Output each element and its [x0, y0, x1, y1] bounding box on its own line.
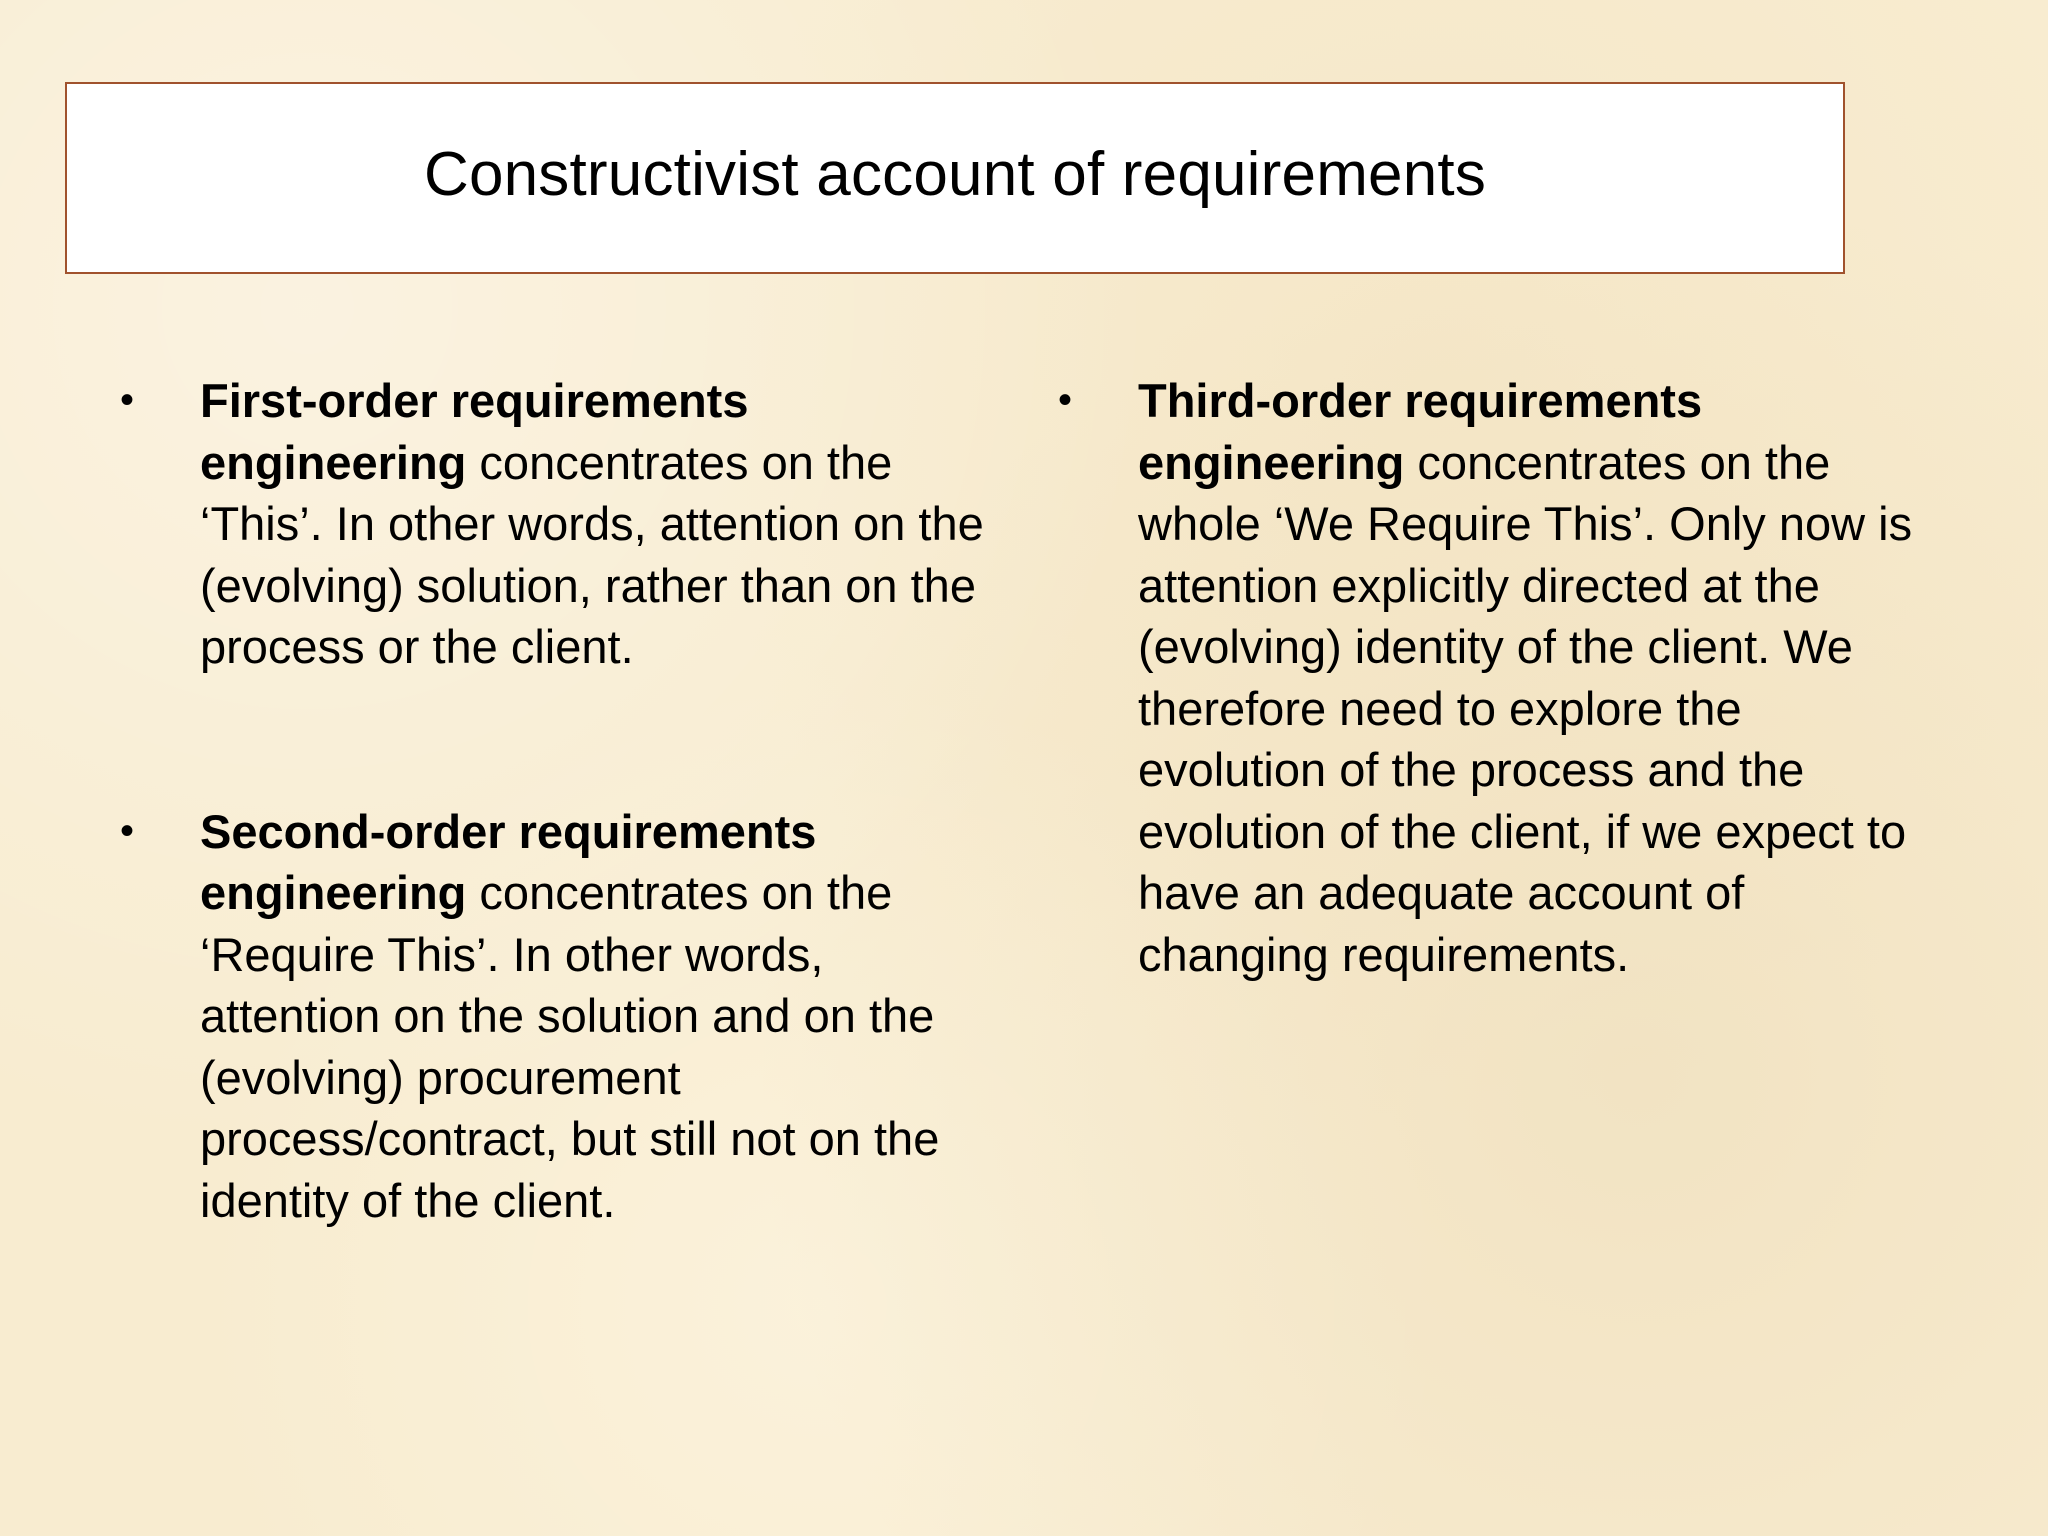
bullet-term: First-order requirements engineering [200, 374, 749, 489]
left-column [120, 370, 1000, 1231]
bullet-body: concentrates on the ‘This’. In other words, attention on the (evolving) solution, rather than on the process or the client. [200, 435, 984, 673]
bullet-item [120, 801, 1000, 1232]
bullet-text [200, 805, 939, 1227]
bullet-term: Second-order requirements engineering [200, 804, 817, 919]
right-column [1058, 370, 1928, 985]
bullet-term: Third-order requirements engineering [1138, 374, 1703, 489]
bullet-text [1138, 374, 1912, 981]
bullet-icon: • [120, 808, 135, 853]
bullet-text [200, 374, 984, 673]
bullet-body: concentrates on the whole ‘We Require This’. Only now is attention explicitly directed at the (evolving) identity of the client. We therefore need to explore the evolution of the process and the evolution of the client, if we expect to have an adequate account of changing requirements. [1138, 435, 1913, 981]
title-box [65, 82, 1845, 274]
bullet-item [1058, 370, 1928, 985]
bullet-icon: • [1058, 378, 1073, 422]
bullet-item [120, 370, 1000, 678]
slide-title: Constructivist account of requirements [423, 139, 1487, 209]
bullet-icon: • [120, 378, 135, 422]
bullet-body: concentrates on the ‘Require This’. In other words, attention on the solution and on the (evolving) procurement process/contract, but still not on the identity of the client. [200, 866, 940, 1227]
